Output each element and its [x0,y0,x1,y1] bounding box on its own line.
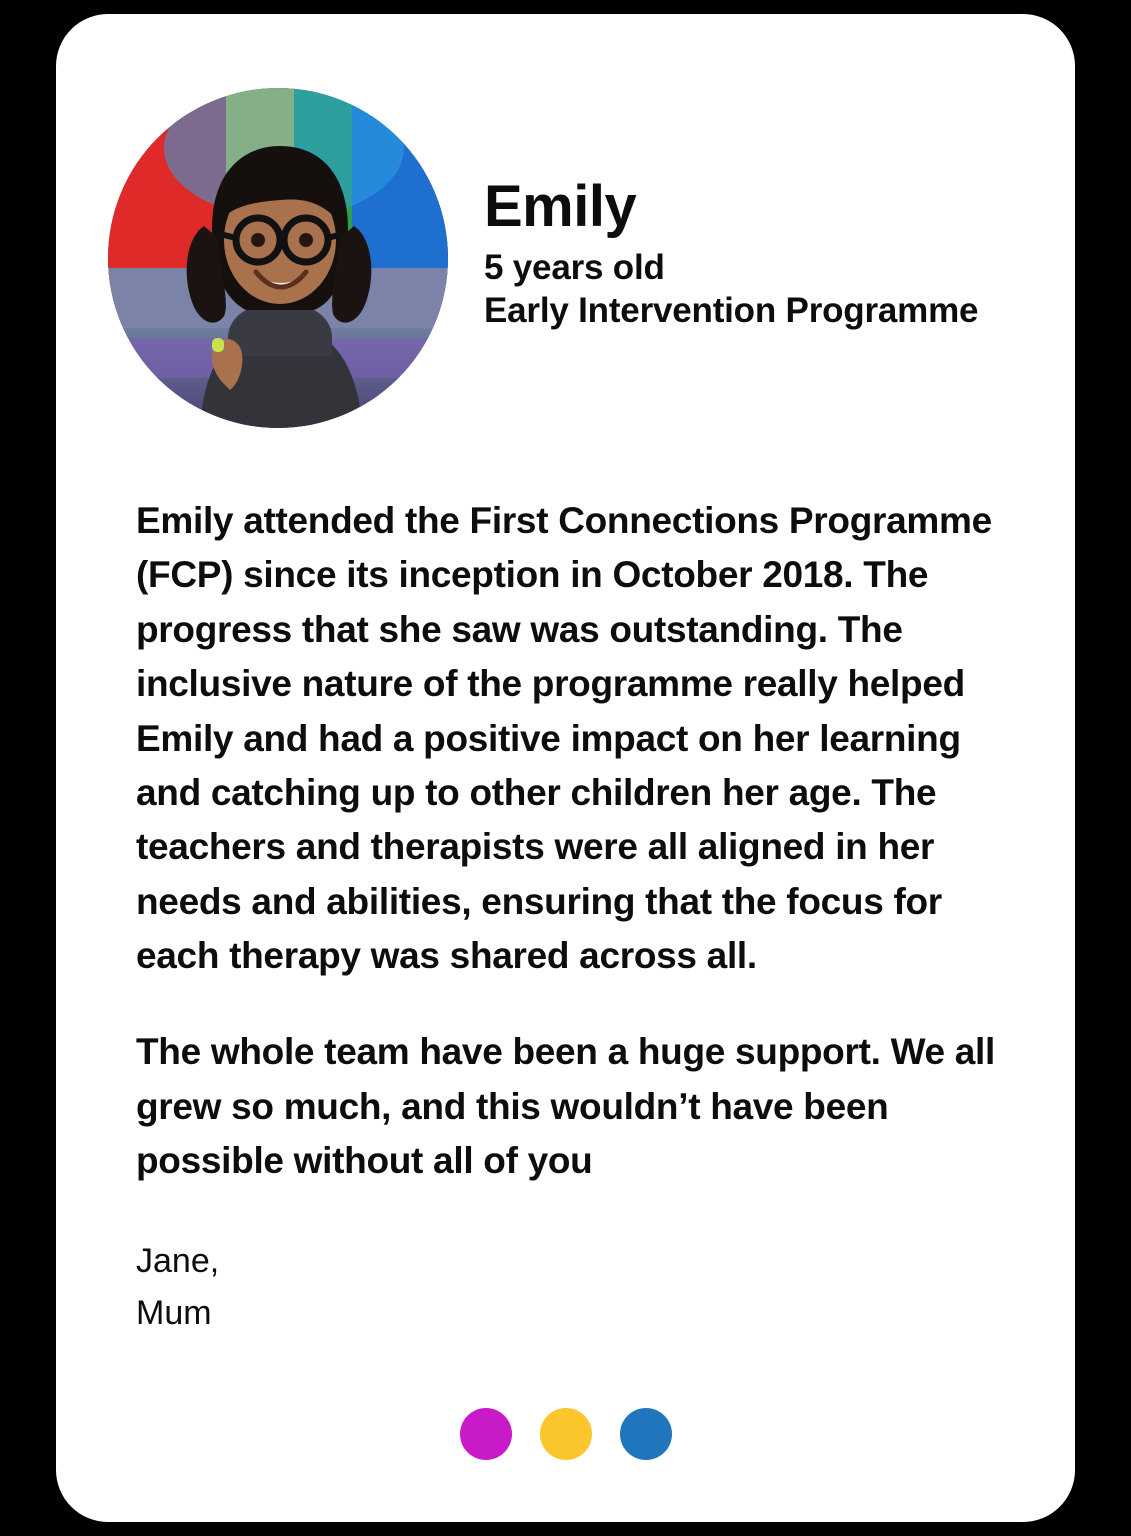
profile-meta [484,173,979,339]
signature-role: Mum [136,1294,212,1333]
pagination-dot-2[interactable] [540,1408,592,1460]
profile-age: 5 years old [484,247,665,287]
avatar [108,88,448,428]
signature-name: Jane, [136,1241,220,1280]
profile-header [108,88,1023,428]
child-photo-illustration [108,88,448,428]
testimonial-paragraph-2: The whole team have been a huge support. We all grew so much, and this wouldn’t have been possible without all of you [136,1031,996,1182]
pagination-dot-3[interactable] [620,1408,672,1460]
testimonial-card [56,14,1075,1522]
testimonial-body [108,494,1023,1340]
signature [136,1235,995,1340]
profile-name: Emily [484,173,637,239]
profile-programme: Early Intervention Programme [484,291,979,331]
pagination-dot-1[interactable] [460,1408,512,1460]
carousel-pagination[interactable] [56,1408,1075,1460]
testimonial-paragraph-1: Emily attended the First Connections Programme (FCP) since its inception in October 2018. The progress that she saw was outstanding. The inclusive nature of the programme really helped Emily and had a positive impact on her learning and catching up to other children her age. The teachers and therapists were all aligned in her needs and abilities, ensuring that the focus for each therapy was shared across all. [136,500,992,976]
